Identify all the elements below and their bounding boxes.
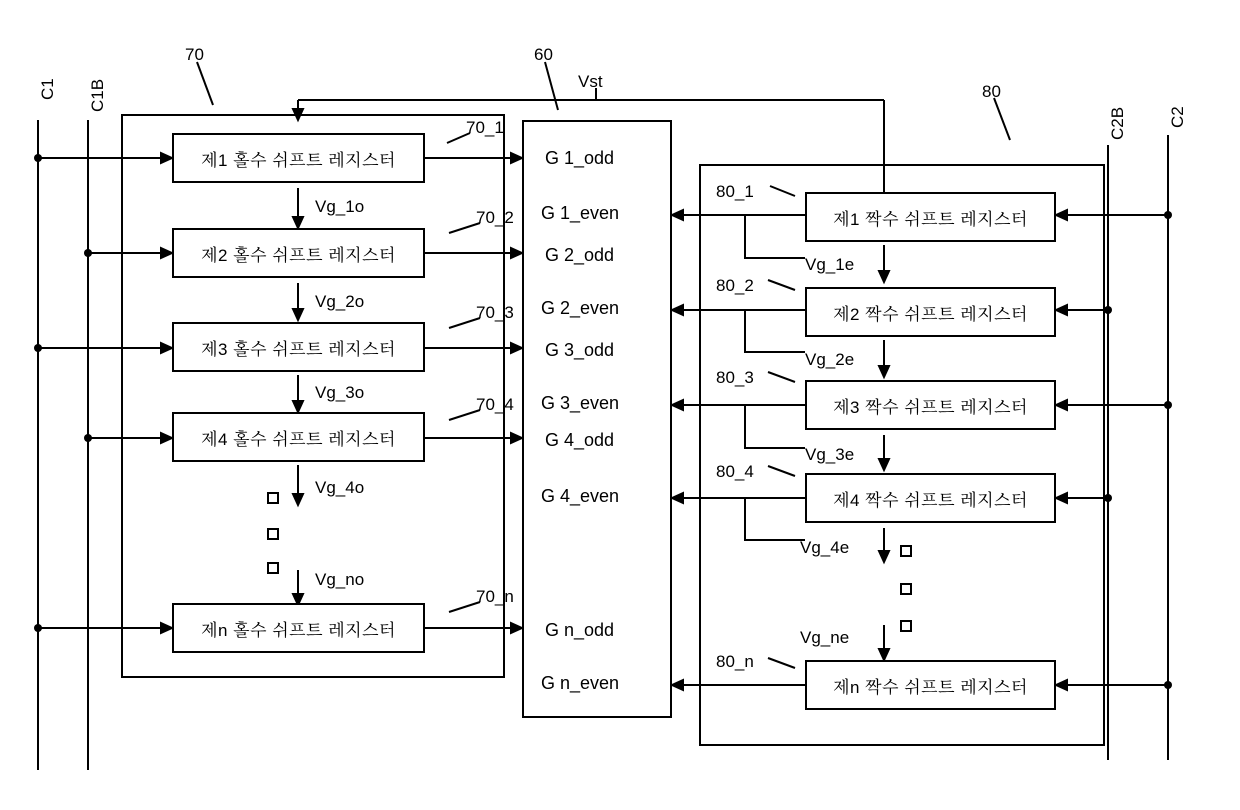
signal-vg-1o: Vg_1o bbox=[315, 197, 365, 216]
clock-label-c1b: C1B bbox=[88, 78, 107, 112]
even-shift-register-1[interactable]: 제1 짝수 쉬프트 레지스터 bbox=[805, 192, 1056, 242]
tag-70-3: 70_3 bbox=[476, 303, 514, 322]
gate-line-1-odd: G 1_odd bbox=[545, 148, 615, 168]
signal-vg-4o: Vg_4o bbox=[315, 478, 365, 497]
signal-vg-4e: Vg_4e bbox=[800, 538, 850, 557]
clock-label-c1: C1 bbox=[38, 78, 57, 100]
odd-shift-register-4[interactable]: 제4 홀수 쉬프트 레지스터 bbox=[172, 412, 425, 462]
clock-label-c2: C2 bbox=[1168, 106, 1187, 128]
gate-line-4-even: G 4_even bbox=[541, 486, 620, 506]
gate-line-1-even: G 1_even bbox=[541, 203, 620, 223]
ellipsis-square-odd-2 bbox=[267, 528, 279, 540]
signal-vg-ne: Vg_ne bbox=[800, 628, 850, 647]
signal-label-vst: Vst bbox=[578, 72, 603, 91]
tag-70-n: 70_n bbox=[476, 587, 514, 606]
ellipsis-square-odd-1 bbox=[267, 492, 279, 504]
signal-vg-3o: Vg_3o bbox=[315, 383, 365, 402]
tag-70-2: 70_2 bbox=[476, 208, 514, 227]
tag-80-1: 80_1 bbox=[716, 182, 754, 201]
even-shift-register-3[interactable]: 제3 짝수 쉬프트 레지스터 bbox=[805, 380, 1056, 430]
tag-80-3: 80_3 bbox=[716, 368, 754, 387]
ref-number-70: 70 bbox=[185, 45, 204, 64]
odd-shift-register-3[interactable]: 제3 홀수 쉬프트 레지스터 bbox=[172, 322, 425, 372]
signal-vg-2e: Vg_2e bbox=[805, 350, 855, 369]
clock-label-c2b: C2B bbox=[1108, 106, 1127, 140]
signal-vg-3e: Vg_3e bbox=[805, 445, 855, 464]
tag-70-1: 70_1 bbox=[466, 118, 504, 137]
gate-line-4-odd: G 4_odd bbox=[545, 430, 615, 450]
ellipsis-square-even-1 bbox=[900, 545, 912, 557]
gate-line-2-odd: G 2_odd bbox=[545, 245, 615, 265]
gate-line-2-even: G 2_even bbox=[541, 298, 620, 318]
ellipsis-square-odd-3 bbox=[267, 562, 279, 574]
ref-number-60: 60 bbox=[534, 45, 553, 64]
gate-line-n-odd: G n_odd bbox=[545, 620, 615, 640]
tag-80-n: 80_n bbox=[716, 652, 754, 671]
signal-vg-no: Vg_no bbox=[315, 570, 365, 589]
tag-80-2: 80_2 bbox=[716, 276, 754, 295]
signal-vg-2o: Vg_2o bbox=[315, 292, 365, 311]
even-shift-register-n[interactable]: 제n 짝수 쉬프트 레지스터 bbox=[805, 660, 1056, 710]
gate-line-3-even: G 3_even bbox=[541, 393, 620, 413]
even-shift-register-2[interactable]: 제2 짝수 쉬프트 레지스터 bbox=[805, 287, 1056, 337]
odd-shift-register-2[interactable]: 제2 홀수 쉬프트 레지스터 bbox=[172, 228, 425, 278]
gate-line-n-even: G n_even bbox=[541, 673, 620, 693]
gate-line-3-odd: G 3_odd bbox=[545, 340, 615, 360]
odd-shift-register-n[interactable]: 제n 홀수 쉬프트 레지스터 bbox=[172, 603, 425, 653]
odd-shift-register-1[interactable]: 제1 홀수 쉬프트 레지스터 bbox=[172, 133, 425, 183]
ref-number-80: 80 bbox=[982, 82, 1001, 101]
tag-80-4: 80_4 bbox=[716, 462, 754, 481]
signal-vg-1e: Vg_1e bbox=[805, 255, 855, 274]
tag-70-4: 70_4 bbox=[476, 395, 514, 414]
ellipsis-square-even-2 bbox=[900, 583, 912, 595]
ellipsis-square-even-3 bbox=[900, 620, 912, 632]
even-shift-register-4[interactable]: 제4 짝수 쉬프트 레지스터 bbox=[805, 473, 1056, 523]
